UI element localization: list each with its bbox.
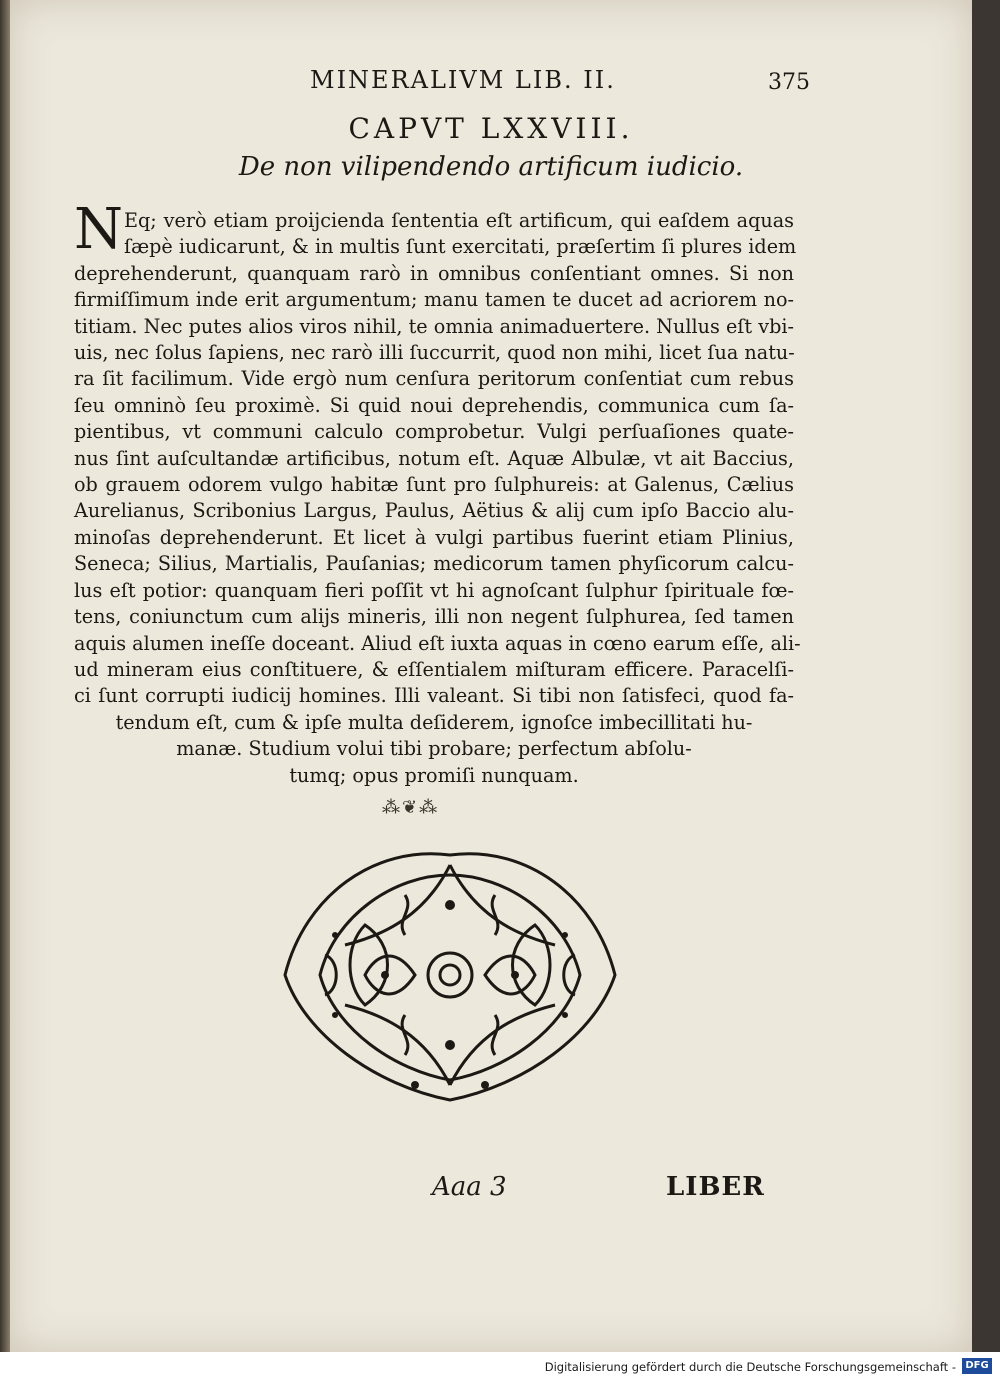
text-line: titiam. Nec putes alios viros nihil, te omnia animaduertere. Nullus eſt vbi- xyxy=(74,314,794,338)
text-line: tens, coniunctum cum alijs mineris, illi non negent ſulphurea, ſed tamen xyxy=(74,605,794,629)
text-line: tumq; opus promiſi nunquam. xyxy=(289,763,579,787)
text-line: ci ſunt corrupti iudicij homines. Illi valeant. Si tibi non ſatisfeci, quod fa- xyxy=(74,684,794,708)
text-line: lus eſt potior: quanquam fieri poſſit vt hi agnoſcant ſulphur ſpirituale fœ- xyxy=(74,578,794,602)
footer-bar xyxy=(0,1352,1000,1381)
text-line: Seneca; Silius, Martialis, Pauſanias; medicorum tamen phyſicorum calcu- xyxy=(74,552,794,576)
catchword: LIBER xyxy=(666,1172,765,1202)
page-number: 375 xyxy=(768,70,810,95)
running-head: MINERALIVM LIB. II. xyxy=(310,66,616,94)
chapter-title: CAPVT LXXVIII. xyxy=(348,112,634,145)
text-line: nus ſint auſcultandæ artificibus, notum eſt. Aquæ Albulæ, vt ait Baccius, xyxy=(74,446,794,470)
text-line: manæ. Studium volui tibi probare; perfectum abſolu- xyxy=(176,737,692,761)
scan-right-edge xyxy=(972,0,1000,1352)
text-line: aquis alumen ineſſe doceant. Aliud eſt iuxta aquas in cœno earum eſſe, ali- xyxy=(74,631,801,655)
signature-mark: Aaa 3 xyxy=(432,1172,507,1202)
text-line: firmiſſimum inde erit argumentum; manu tamen te ducet ad acriorem no- xyxy=(74,288,794,312)
text-line: ſæpè iudicarunt, & in multis ſunt exercitati, præſertim ſi plures idem xyxy=(124,235,797,259)
small-ornament: ⁂❦⁂ xyxy=(382,797,440,818)
dfg-logo[interactable]: DFG xyxy=(962,1358,992,1374)
body-text xyxy=(74,208,801,789)
text-line: ſeu omninò ſeu proximè. Si quid noui deprehendis, communica cum ſa- xyxy=(74,393,794,417)
text-line: deprehenderunt, quanquam rarò in omnibus conſentiant omnes. Si non xyxy=(74,261,794,285)
fleuron-ornament-icon xyxy=(265,835,635,1115)
funding-note: Digitalisierung gefördert durch die Deutsche Forschungsgemeinschaft - xyxy=(544,1360,956,1374)
chapter-subtitle: De non vilipendendo artificum iudicio. xyxy=(238,152,744,182)
text-line: ra ſit facilimum. Vide ergò num cenſura peritorum conſentiat cum rebus xyxy=(74,367,794,391)
text-line: ob grauem odorem vulgo habitæ ſunt pro ſulphureis: at Galenus, Cælius xyxy=(74,473,794,497)
text-line: Eq; verò etiam proijcienda ſententia eſt artificum, qui eaſdem aquas xyxy=(124,209,794,232)
text-line: tendum eſt, cum & ipſe multa deſiderem, ignoſce imbecillitati hu- xyxy=(115,710,753,734)
text-line: uis, nec ſolus ſapiens, nec rarò illi ſuccurrit, quod non mihi, licet ſua natu- xyxy=(74,341,795,365)
drop-cap: N xyxy=(74,197,123,262)
text-line: minoſas deprehenderunt. Et licet à vulgi partibus fuerint etiam Plinius, xyxy=(74,525,794,549)
page-gutter xyxy=(0,0,10,1352)
text-line: ud mineram eius conſtituere, & eſſentialem miſturam efficere. Paracelſi- xyxy=(74,657,794,681)
book-page xyxy=(10,0,972,1352)
text-line: Aurelianus, Scribonius Largus, Paulus, Aëtius & alij cum ipſo Baccio alu- xyxy=(74,499,794,523)
text-line: pientibus, vt communi calculo comprobetur. Vulgi perſuaſiones quate- xyxy=(74,420,794,444)
